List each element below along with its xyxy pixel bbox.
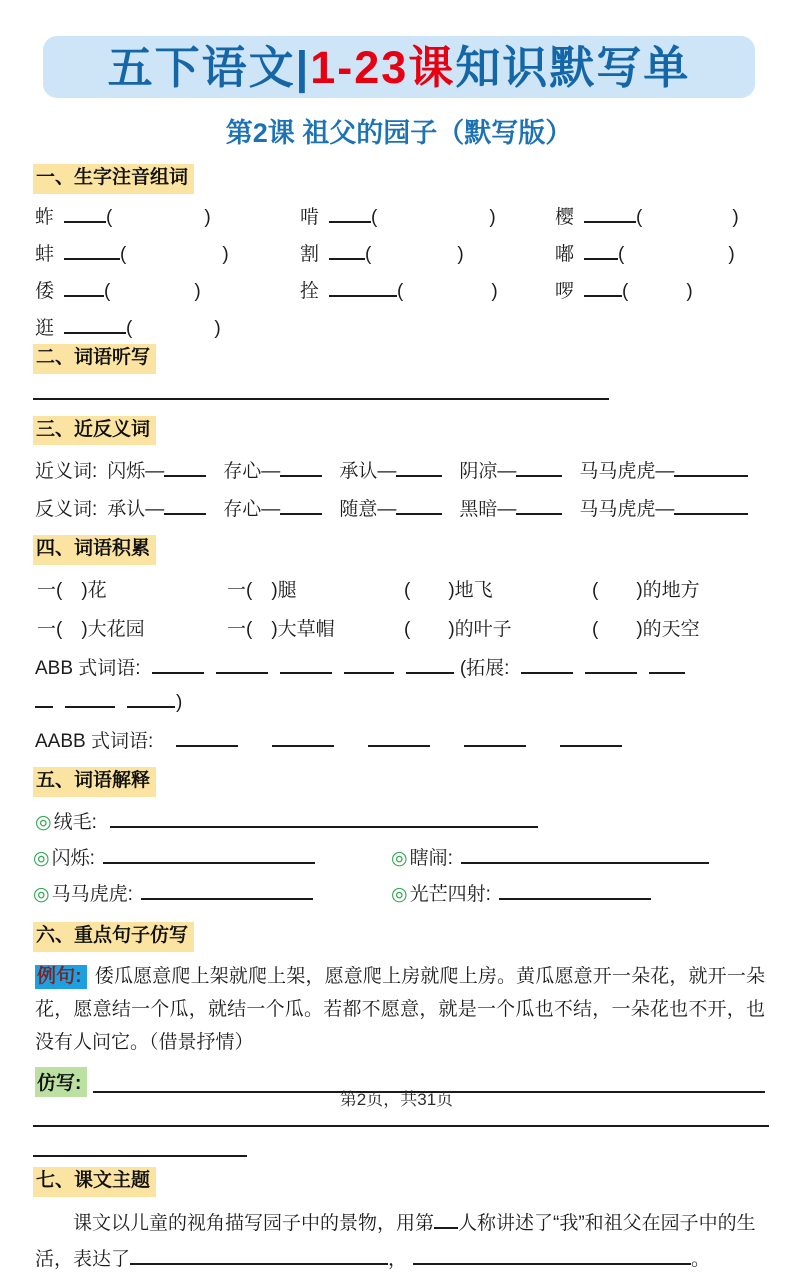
pinyin-word-item: 割 ( ) — [300, 243, 464, 265]
term-label: 闪烁: — [51, 847, 95, 869]
definition-cell — [391, 879, 765, 906]
term-label: 光芒四射: — [409, 883, 491, 905]
pinyin-word-item: 啰 ( ) — [555, 280, 693, 302]
title-part-blue2: 知识默写单 — [455, 41, 691, 93]
theme-comma: ， — [388, 1248, 408, 1270]
word-pair: 承认— — [339, 461, 442, 482]
theme-seg2: 人称讲述了“我”和祖父在园子中的生活，表达了 — [35, 1212, 756, 1270]
phrase-blank: 一( )大花园 — [37, 619, 145, 641]
word-pair: 阴凉— — [459, 461, 562, 482]
pinyin-blank — [584, 208, 636, 223]
word-blank — [624, 258, 728, 260]
pinyin-blank — [64, 282, 104, 297]
word-pair-row — [35, 494, 765, 521]
word-pair: 黑暗— — [459, 499, 562, 520]
definition-cell — [391, 843, 765, 870]
pinyin-blank — [329, 282, 397, 297]
section-3-title: 三、近反义词 — [33, 416, 156, 446]
word-pair: 存心— — [223, 499, 322, 520]
phrase-blank: ( )的叶子 — [404, 619, 512, 641]
phrase-blank: 一( )花 — [37, 580, 107, 602]
pinyin-blank — [329, 208, 371, 223]
synonym-antonym-rows — [33, 456, 765, 521]
pinyin-word-grid — [35, 202, 765, 340]
title-part-red: 1-23课 — [310, 41, 456, 93]
phrase-blank: 一( )大草帽 — [227, 619, 335, 641]
word-blank — [126, 258, 222, 260]
pinyin-blank — [584, 282, 622, 297]
new-character: 割 — [300, 243, 320, 265]
section-5-title: 五、词语解释 — [33, 767, 156, 797]
word-blank — [628, 295, 686, 297]
phrase-blank: 一( )腿 — [227, 580, 297, 602]
word-blank — [110, 295, 194, 297]
word-blank — [371, 258, 457, 260]
section-4-title: 四、词语积累 — [33, 535, 156, 565]
abb-label: ABB 式词语: — [35, 658, 141, 680]
ring-bullet-icon: ◎ — [391, 883, 408, 905]
imitation-writing-line-2 — [33, 1125, 769, 1127]
pinyin-blank — [64, 245, 120, 260]
section-2-title: 二、词语听写 — [33, 344, 156, 374]
aabb-words-row — [35, 726, 765, 753]
word-accumulation-grid — [37, 575, 765, 641]
definition-grid — [33, 843, 765, 906]
example-text: 倭瓜愿意爬上架就爬上架，愿意爬上房就爬上房。黄瓜愿意开一朵花，就开一朵花，愿意结一个瓜，就结一个瓜。若都不愿意，就是一个瓜也不结，一朵花也不开，也没有人问它。（借景抒情） — [35, 965, 765, 1053]
imitation-writing-line-3 — [33, 1155, 247, 1157]
term-label: 绒毛: — [53, 811, 97, 833]
pinyin-word-item: 樱 ( ) — [555, 206, 739, 228]
example-sentence — [35, 960, 765, 1059]
section-1-title: 一、生字注音组词 — [33, 164, 194, 194]
term-label: 马马虎虎: — [51, 883, 133, 905]
pinyin-word-item: 逛 ( ) — [35, 317, 221, 339]
ring-bullet-icon: ◎ — [35, 811, 52, 833]
word-pair: 闪烁— — [107, 461, 206, 482]
new-character: 蚱 — [35, 206, 55, 228]
word-pair: 随意— — [339, 499, 442, 520]
new-character: 嘟 — [555, 243, 575, 265]
section-6-title: 六、重点句子仿写 — [33, 922, 194, 952]
word-pair: 马马虎虎— — [579, 499, 748, 520]
page-title-banner — [43, 36, 755, 98]
pinyin-blank — [64, 319, 126, 334]
word-blank — [642, 221, 732, 223]
page-number: 第2页，共31页 — [339, 1090, 454, 1109]
pinyin-word-item: 啃 ( ) — [300, 206, 496, 228]
theme-seg1: 课文以儿童的视角描写园子中的景物，用第 — [73, 1212, 435, 1234]
section-7-title: 七、课文主题 — [33, 1167, 156, 1197]
definition-row — [35, 807, 765, 834]
word-pair: 承认— — [107, 499, 206, 520]
ring-bullet-icon: ◎ — [391, 847, 408, 869]
title-part-blue: 五下语文| — [107, 41, 311, 93]
pinyin-blank — [329, 245, 365, 260]
abb-extension-close: ) — [176, 692, 183, 714]
pinyin-blank — [64, 208, 106, 223]
word-pair: 马马虎虎— — [579, 461, 748, 482]
term-label: 瞎闹: — [409, 847, 453, 869]
word-blank — [132, 332, 214, 334]
theme-paragraph — [35, 1206, 765, 1278]
word-blank — [403, 295, 491, 297]
definition-cell — [33, 843, 391, 870]
aabb-label: AABB 式词语: — [35, 731, 154, 753]
new-character: 蚌 — [35, 243, 55, 265]
phrase-blank: ( )的地方 — [592, 580, 700, 602]
new-character: 倭 — [35, 280, 55, 302]
pinyin-word-item: 蚌 ( ) — [35, 243, 229, 265]
definition-cell — [33, 879, 391, 906]
lesson-title: 第2课 祖父的园子（默写版） — [225, 118, 573, 148]
row-label: 反义词: — [35, 499, 98, 521]
word-blank — [112, 221, 204, 223]
theme-period: 。 — [691, 1248, 711, 1270]
word-pair-row — [35, 456, 765, 483]
pinyin-word-item: 嘟 ( ) — [555, 243, 735, 265]
phrase-blank: ( )地飞 — [404, 580, 493, 602]
word-pair: 存心— — [223, 461, 322, 482]
word-blank — [377, 221, 489, 223]
pinyin-word-item: 拴 ( ) — [300, 280, 498, 302]
new-character: 樱 — [555, 206, 575, 228]
example-tag: 例句: — [35, 965, 87, 989]
abb-words-continuation — [35, 692, 765, 714]
row-label: 近义词: — [35, 461, 98, 483]
dictation-writing-line — [33, 398, 609, 400]
pinyin-blank — [584, 245, 618, 260]
new-character: 逛 — [35, 317, 55, 339]
pinyin-word-item: 蚱 ( ) — [35, 206, 211, 228]
new-character: 啃 — [300, 206, 320, 228]
abb-extension-open: (拓展: — [459, 658, 510, 680]
pinyin-word-item: 倭 ( ) — [35, 280, 201, 302]
new-character: 拴 — [300, 280, 320, 302]
new-character: 啰 — [555, 280, 575, 302]
phrase-blank: ( )的天空 — [592, 619, 700, 641]
abb-words-row — [35, 653, 765, 680]
ring-bullet-icon: ◎ — [33, 883, 50, 905]
ring-bullet-icon: ◎ — [33, 847, 50, 869]
imitate-tag: 仿写: — [35, 1067, 87, 1097]
